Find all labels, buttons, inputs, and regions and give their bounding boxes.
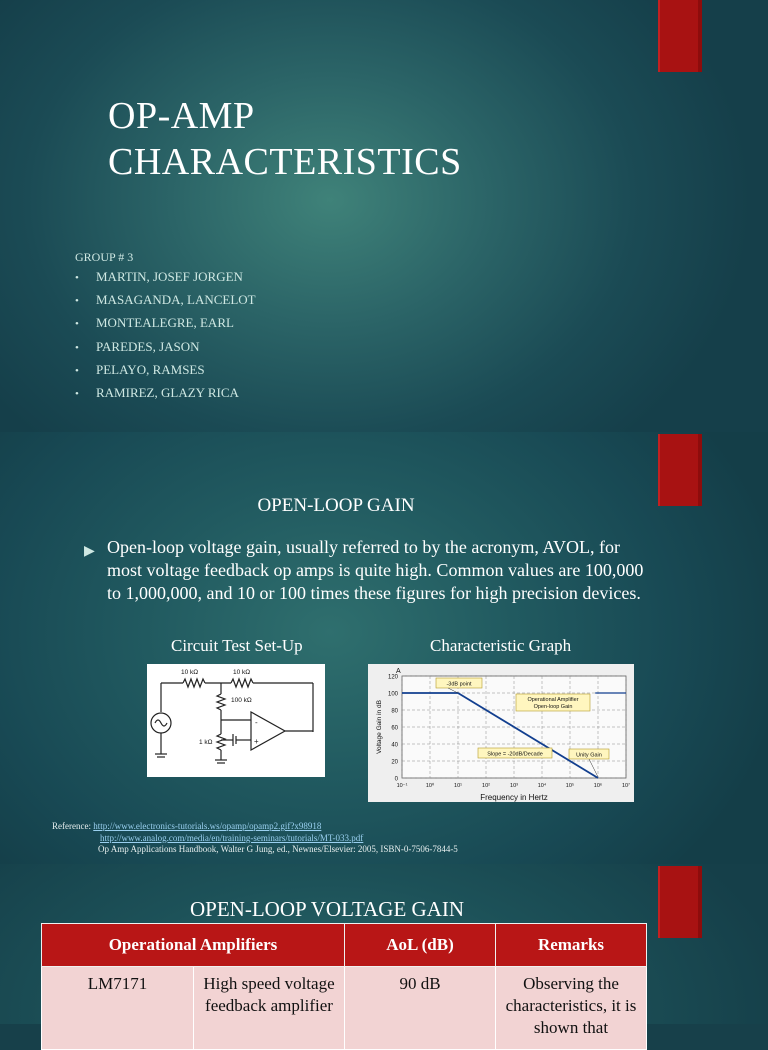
bullet-dot-icon: •: [75, 388, 79, 401]
label-r2: 10 kΩ: [233, 669, 251, 676]
aol-table: [41, 923, 647, 1050]
member-item: [75, 289, 256, 312]
reference-link-1[interactable]: http://www.electronics-tutorials.ws/opamp/opamp2.gif?x98918: [93, 821, 322, 831]
y-tick-label: 60: [391, 725, 398, 732]
x-axis-label: Frequency in Hertz: [480, 793, 548, 802]
slide-heading: OPEN-LOOP VOLTAGE GAIN: [190, 897, 465, 921]
member-list: [75, 266, 256, 405]
member-item: [75, 359, 256, 382]
bullet-dot-icon: •: [75, 272, 79, 284]
member-name: PAREDES, JASON: [96, 338, 200, 354]
bullet-dot-icon: •: [75, 341, 79, 354]
member-name: MASAGANDA, LANCELOT: [96, 292, 256, 308]
characteristic-graph: [368, 664, 634, 802]
y-tick-label: 40: [391, 742, 398, 749]
x-tick-label: 10⁶: [593, 783, 603, 789]
label-r4: 1 kΩ: [199, 739, 213, 746]
open-loop-voltage-gain-slide: [0, 864, 768, 1037]
annotation-openloop-line1: Operational Amplifier: [527, 697, 579, 703]
header-op-amps: Operational Amplifiers: [42, 924, 345, 967]
y-tick-label: 20: [391, 759, 398, 766]
group-label: GROUP # 3: [75, 250, 134, 264]
title-line-1: OP-AMP: [108, 95, 255, 137]
x-tick-label: 10⁷: [621, 783, 631, 789]
y-tick-label: 0: [394, 776, 398, 783]
sine-icon: [155, 720, 167, 726]
y-tick-label: 120: [387, 674, 398, 681]
reference-label: Reference:: [52, 821, 91, 831]
chart-svg: [368, 664, 634, 802]
x-tick-label: 10⁴: [537, 783, 547, 789]
cell-description: High speed voltage feedback amplifier: [194, 967, 345, 1050]
slide-title: [108, 93, 462, 185]
member-item: [75, 336, 256, 359]
header-remarks: Remarks: [496, 924, 647, 967]
reference-link-2[interactable]: http://www.analog.com/media/en/training-seminars/tutorials/MT-033.pdf: [100, 832, 364, 843]
annotation-3db: -3dB point: [446, 681, 472, 688]
svg-text:-: -: [255, 718, 258, 727]
cell-remarks: Observing the characteristics, it is shown that: [496, 967, 647, 1050]
header-aol: AoL (dB): [345, 924, 496, 967]
table-header-row: [42, 924, 647, 967]
label-r3: 100 kΩ: [231, 697, 252, 704]
member-name: PELAYO, RAMSES: [96, 361, 205, 377]
reference-block: [52, 821, 458, 856]
x-tick-label: 10⁵: [565, 783, 575, 789]
resistor-r1: [183, 679, 205, 687]
y-tick-label: 100: [387, 691, 398, 698]
bullet-dot-icon: •: [75, 295, 79, 308]
member-name: MONTEALEGRE, EARL: [96, 315, 234, 331]
member-name: MARTIN, JOSEF JORGEN: [96, 269, 243, 284]
label-r1: 10 kΩ: [181, 669, 199, 676]
x-tick-label: 10⁻¹: [396, 783, 408, 789]
bullet-dot-icon: •: [75, 364, 79, 377]
resistor-r3: [217, 694, 225, 710]
title-slide: [0, 0, 768, 432]
member-item: [75, 382, 256, 405]
slide-heading: OPEN-LOOP GAIN: [257, 495, 415, 516]
annotation-openloop-line2: Open-loop Gain: [533, 704, 573, 710]
caption-circuit: Circuit Test Set-Up: [171, 636, 303, 655]
member-name: RAMIREZ, GLAZY RICA: [96, 385, 239, 401]
member-item: [75, 312, 256, 335]
table-row: [42, 967, 647, 1050]
cell-aol: 90 dB: [345, 967, 496, 1050]
x-tick-label: 10¹: [454, 783, 462, 789]
resistor-r4: [217, 734, 225, 750]
annotation-slope: Slope = -20dB/Decade: [487, 751, 543, 758]
title-line-2: CHARACTERISTICS: [108, 141, 462, 183]
y-axis-symbol: A: [396, 668, 401, 675]
y-axis-label: Voltage Gain in dB: [376, 700, 383, 754]
annotation-unity: Unity Gain: [576, 752, 602, 759]
caption-graph: Characteristic Graph: [430, 636, 572, 655]
x-tick-label: 10⁰: [425, 783, 435, 789]
circuit-diagram: [147, 664, 325, 777]
triangle-bullet-icon: ▶: [84, 544, 95, 559]
open-loop-gain-slide: [0, 432, 768, 864]
resistor-r2: [231, 679, 253, 687]
bullet-dot-icon: •: [75, 318, 79, 331]
x-tick-label: 10³: [510, 783, 518, 789]
paragraph-text: Open-loop voltage gain, usually referred to by the acronym, AVOL, for most voltage feedback op amps is quite high. Common values are 100,000 to 1,000,000, and 10 or 100 times these figures for high precision devices.: [107, 537, 644, 603]
svg-text:+: +: [254, 737, 259, 746]
red-corner-tab: [658, 0, 702, 72]
red-corner-tab: [658, 866, 702, 938]
x-tick-label: 10²: [482, 783, 490, 789]
y-tick-label: 80: [391, 708, 398, 715]
bullet-paragraph: [84, 536, 644, 605]
member-item: [75, 266, 256, 289]
cell-model: LM7171: [42, 967, 194, 1050]
reference-text-3: Op Amp Applications Handbook, Walter G Jung, ed., Newnes/Elsevier: 2005, ISBN-0-7506-7844-5: [98, 844, 458, 854]
circuit-svg: [147, 664, 325, 777]
